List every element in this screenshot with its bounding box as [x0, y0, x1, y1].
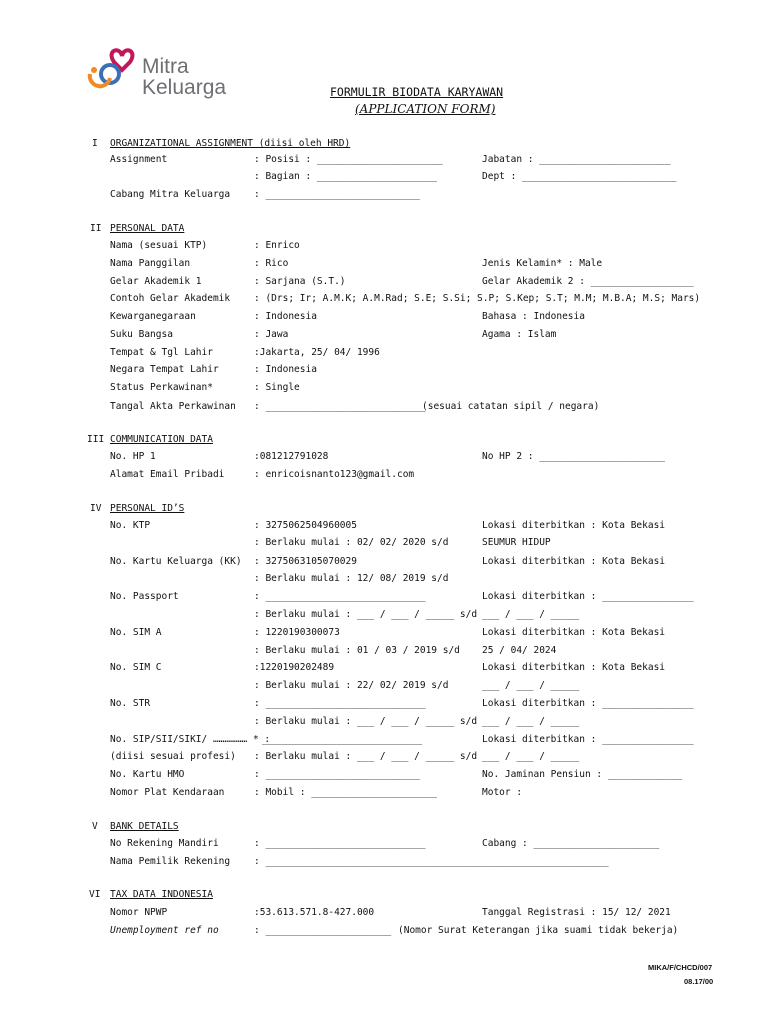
- bank-cabang-field[interactable]: Cabang : ______________________: [482, 838, 660, 849]
- simc-lokasi[interactable]: Lokasi diterbitkan : Kota Bekasi: [482, 662, 666, 673]
- mitra-keluarga-logo-icon: [86, 44, 138, 94]
- akta-note: (sesuai catatan sipil / negara): [422, 401, 600, 412]
- hmo-value[interactable]: : ___________________________: [254, 769, 420, 780]
- kewarganegaraan-label: Kewarganegaraan: [110, 311, 196, 322]
- section-title-personal-data: PERSONAL DATA: [110, 223, 185, 234]
- cabang-label: Cabang Mitra Keluarga: [110, 189, 231, 200]
- panggilan-value[interactable]: : Rico: [254, 258, 289, 269]
- ttl-value[interactable]: :Jakarta, 25/ 04/ 1996: [254, 347, 380, 358]
- unemployment-label: Unemployment ref no: [110, 925, 219, 936]
- sima-berlaku[interactable]: : Berlaku mulai : 01 / 03 / 2019 s/d: [254, 645, 460, 656]
- contoh-gelar-value: : (Drs; Ir; A.M.K; A.M.Rad; S.E; S.Si; S.P; S.Kep; S.T; M.M; M.B.A; M.S; Mars): [254, 293, 701, 304]
- logo-text-keluarga: Keluarga: [142, 76, 227, 99]
- nama-label: Nama (sesuai KTP): [110, 240, 208, 251]
- hp1-label: No. HP 1: [110, 451, 156, 462]
- kk-value[interactable]: : 3275063105070029: [254, 556, 357, 567]
- sima-label: No. SIM A: [110, 627, 162, 638]
- simc-label: No. SIM C: [110, 662, 162, 673]
- negara-lahir-label: Negara Tempat Lahir: [110, 364, 219, 375]
- simc-until[interactable]: ___ / ___ / _____: [482, 680, 580, 691]
- status-perkawinan-label: Status Perkawinan*: [110, 382, 213, 393]
- sip-value[interactable]: ____________________________: [262, 734, 423, 745]
- ktp-value[interactable]: : 3275062504960005: [254, 520, 357, 531]
- passport-berlaku[interactable]: : Berlaku mulai : ___ / ___ / _____ s/d: [254, 609, 478, 620]
- str-value[interactable]: : ____________________________: [254, 698, 426, 709]
- section-number: II: [90, 223, 102, 234]
- ttl-label: Tempat & Tgl Lahir: [110, 347, 213, 358]
- simc-berlaku[interactable]: : Berlaku mulai : 22/ 02/ 2019 s/d: [254, 680, 449, 691]
- form-code: MIKA/F/CHCD/007: [648, 963, 713, 972]
- hp2-field[interactable]: No HP 2 : ______________________: [482, 451, 666, 462]
- kk-lokasi[interactable]: Lokasi diterbitkan : Kota Bekasi: [482, 556, 666, 567]
- kk-berlaku[interactable]: : Berlaku mulai : 12/ 08/ 2019 s/d: [254, 573, 449, 584]
- passport-value[interactable]: : ____________________________: [254, 591, 426, 602]
- unemployment-note: (Nomor Surat Keterangan jika suami tidak bekerja): [398, 925, 679, 936]
- nama-value[interactable]: : Enrico: [254, 240, 300, 251]
- sip-lokasi[interactable]: Lokasi diterbitkan : ________________: [482, 734, 694, 745]
- ktp-berlaku[interactable]: : Berlaku mulai : 02/ 02/ 2020 s/d: [254, 537, 449, 548]
- section-title-communication: COMMUNICATION DATA: [110, 434, 213, 445]
- str-label: No. STR: [110, 698, 151, 709]
- bahasa-field[interactable]: Bahasa : Indonesia: [482, 311, 585, 322]
- sima-value[interactable]: : 1220190300073: [254, 627, 340, 638]
- bagian-field[interactable]: : Bagian : _____________________: [254, 171, 438, 182]
- posisi-field[interactable]: : Posisi : ______________________: [254, 154, 443, 165]
- section-title-bank-details: BANK DETAILS: [110, 821, 179, 832]
- sip-label: No. SIP/SII/SIKI/ ……………… * :: [110, 734, 271, 745]
- hp1-value[interactable]: :081212791028: [254, 451, 329, 462]
- rekening-label: No Rekening Mandiri: [110, 838, 219, 849]
- plat-label: Nomor Plat Kendaraan: [110, 787, 225, 798]
- section-title-tax-data: TAX DATA INDONESIA: [110, 889, 213, 900]
- section-number: III: [87, 434, 105, 445]
- logo-text-mitra: Mitra: [142, 55, 189, 78]
- section-title-personal-ids: PERSONAL ID’S: [110, 503, 185, 514]
- rekening-field[interactable]: : ____________________________: [254, 838, 426, 849]
- str-lokasi[interactable]: Lokasi diterbitkan : ________________: [482, 698, 694, 709]
- section-number: VI: [89, 889, 101, 900]
- email-label: Alamat Email Pribadi: [110, 469, 225, 480]
- form-revision: 08.17/00: [684, 977, 714, 986]
- sip-until[interactable]: ___ / ___ / _____: [482, 751, 580, 762]
- section-title-organizational: ORGANIZATIONAL ASSIGNMENT (diisi oleh HRD): [110, 138, 351, 149]
- passport-label: No. Passport: [110, 591, 179, 602]
- cabang-field[interactable]: : ___________________________: [254, 189, 420, 200]
- suku-value[interactable]: : Jawa: [254, 329, 289, 340]
- gelar1-value[interactable]: : Sarjana (S.T.): [254, 276, 346, 287]
- gelar2-field[interactable]: Gelar Akademik 2 : __________________: [482, 276, 694, 287]
- form-title: FORMULIR BIODATA KARYAWAN: [330, 85, 504, 99]
- sima-lokasi[interactable]: Lokasi diterbitkan : Kota Bekasi: [482, 627, 666, 638]
- gelar1-label: Gelar Akademik 1: [110, 276, 202, 287]
- kewarganegaraan-value[interactable]: : Indonesia: [254, 311, 317, 322]
- panggilan-label: Nama Panggilan: [110, 258, 191, 269]
- contoh-gelar-label: Contoh Gelar Akademik: [110, 293, 231, 304]
- sima-until[interactable]: 25 / 04/ 2024: [482, 645, 557, 656]
- section-number: IV: [90, 503, 102, 514]
- section-number: I: [92, 138, 98, 149]
- form-subtitle: (APPLICATION FORM): [355, 102, 496, 116]
- npwp-label: Nomor NPWP: [110, 907, 168, 918]
- section-number: V: [92, 821, 98, 832]
- pemilik-field[interactable]: : ____________________________________________________________: [254, 856, 609, 867]
- negara-lahir-value[interactable]: : Indonesia: [254, 364, 317, 375]
- kk-label: No. Kartu Keluarga (KK): [110, 556, 242, 567]
- pemilik-label: Nama Pemilik Rekening: [110, 856, 231, 867]
- hmo-label: No. Kartu HMO: [110, 769, 185, 780]
- passport-lokasi[interactable]: Lokasi diterbitkan : ________________: [482, 591, 694, 602]
- ktp-label: No. KTP: [110, 520, 151, 531]
- sip-note: (diisi sesuai profesi): [110, 751, 236, 762]
- dept-field[interactable]: Dept : ___________________________: [482, 171, 677, 182]
- plat-mobil-field[interactable]: : Mobil : ______________________: [254, 787, 438, 798]
- status-perkawinan-value[interactable]: : Single: [254, 382, 300, 393]
- str-until[interactable]: ___ / ___ / _____: [482, 716, 580, 727]
- pensiun-field[interactable]: No. Jaminan Pensiun : _____________: [482, 769, 683, 780]
- ktp-until[interactable]: SEUMUR HIDUP: [482, 537, 551, 548]
- ktp-lokasi[interactable]: Lokasi diterbitkan : Kota Bekasi: [482, 520, 666, 531]
- passport-until[interactable]: ___ / ___ / _____: [482, 609, 580, 620]
- agama-field[interactable]: Agama : Islam: [482, 329, 557, 340]
- jabatan-field[interactable]: Jabatan : _______________________: [482, 154, 671, 165]
- plat-motor-field[interactable]: Motor :: [482, 787, 523, 798]
- assignment-label: Assignment: [110, 154, 168, 165]
- sip-berlaku[interactable]: : Berlaku mulai : ___ / ___ / _____ s/d: [254, 751, 478, 762]
- jenis-kelamin-field[interactable]: Jenis Kelamin* : Male: [482, 258, 603, 269]
- akta-label: Tangal Akta Perkawinan: [110, 401, 236, 412]
- unemployment-field[interactable]: : ______________________: [254, 925, 392, 936]
- str-berlaku[interactable]: : Berlaku mulai : ___ / ___ / _____ s/d: [254, 716, 478, 727]
- suku-label: Suku Bangsa: [110, 329, 173, 340]
- simc-value[interactable]: :1220190202489: [254, 662, 335, 673]
- akta-field[interactable]: : ____________________________: [254, 401, 426, 412]
- npwp-value[interactable]: :53.613.571.8-427.000: [254, 907, 375, 918]
- tanggal-registrasi-field[interactable]: Tanggal Registrasi : 15/ 12/ 2021: [482, 907, 671, 918]
- email-value[interactable]: : enricoisnanto123@gmail.com: [254, 469, 415, 480]
